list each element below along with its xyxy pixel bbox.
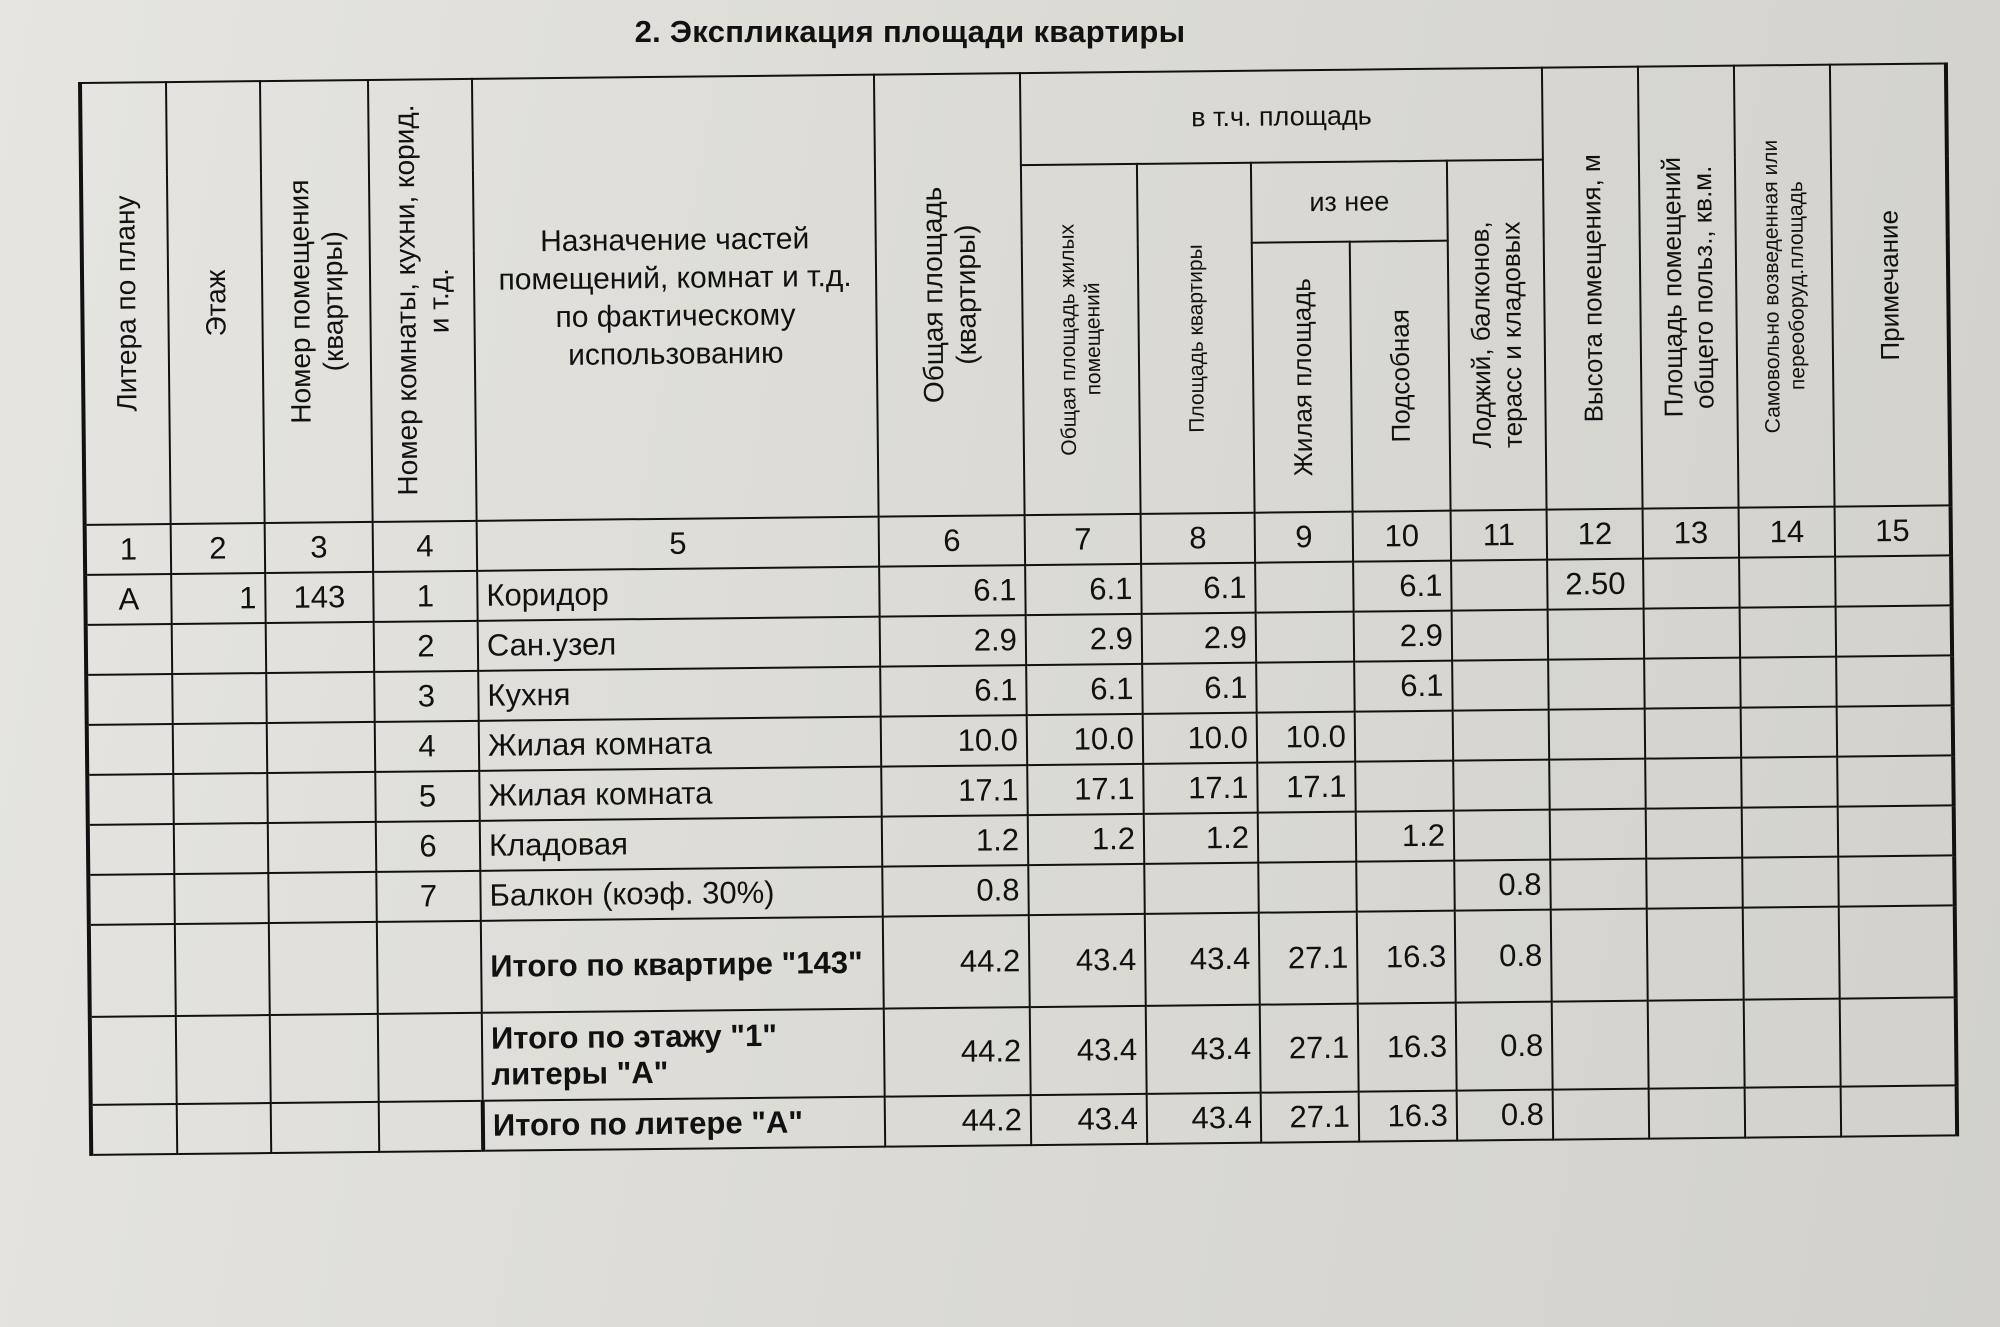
total-total: 44.2 (884, 1007, 1031, 1097)
cell-living-total (1028, 864, 1145, 915)
col-number: 15 (1835, 505, 1952, 556)
cell-note (1835, 555, 1952, 606)
cell-litera (87, 774, 174, 825)
cell-loggia (1451, 560, 1548, 611)
cell-apartment-area: 6.1 (1142, 663, 1257, 714)
cell-total: 1.2 (882, 815, 1029, 867)
cell-note (1837, 705, 1954, 756)
cell-common (1646, 858, 1743, 909)
empty-cell (1648, 1000, 1745, 1089)
cell-litera (86, 674, 173, 725)
cell-height (1548, 609, 1645, 660)
cell-loggia (1454, 810, 1551, 861)
cell-note (1837, 755, 1954, 806)
cell-living-total: 10.0 (1027, 714, 1144, 765)
empty-cell (1647, 908, 1744, 1001)
cell-apartment (267, 722, 376, 773)
cell-apartment: 143 (265, 572, 374, 623)
cell-living (1258, 812, 1357, 863)
cell-height (1549, 709, 1646, 760)
cell-litera (88, 824, 175, 875)
cell-room: 4 (375, 721, 480, 772)
total-living: 27.1 (1259, 912, 1358, 1005)
cell-height (1548, 659, 1645, 710)
col-number: 12 (1547, 509, 1644, 560)
cell-name: Кладовая (480, 817, 883, 871)
cell-floor (174, 873, 269, 924)
cell-floor (172, 623, 267, 674)
cell-total: 6.1 (879, 565, 1026, 617)
cell-apartment (266, 622, 375, 673)
cell-unauthorized (1740, 657, 1837, 708)
total-loggia: 0.8 (1456, 1002, 1553, 1091)
cell-apartment-area: 2.9 (1142, 613, 1257, 664)
cell-floor: 1 (171, 573, 266, 624)
cell-name: Жилая комната (479, 767, 882, 821)
cell-common (1645, 708, 1742, 759)
total-loggia: 0.8 (1457, 1090, 1554, 1141)
header-living-area: Жилая площадь (1252, 242, 1353, 513)
empty-cell (177, 1103, 272, 1154)
header-auxiliary: Подсобная (1350, 241, 1451, 512)
cell-height (1550, 859, 1647, 910)
cell-floor (172, 673, 267, 724)
header-common-area: Площадь помещений общего польз., кв.м. (1638, 66, 1739, 509)
col-number: 7 (1025, 514, 1142, 565)
cell-auxiliary (1355, 761, 1454, 812)
cell-living-total: 2.9 (1026, 614, 1143, 665)
total-living: 27.1 (1260, 1004, 1359, 1093)
cell-room: 7 (376, 871, 481, 922)
cell-auxiliary: 6.1 (1353, 561, 1452, 612)
cell-litera (88, 874, 175, 925)
cell-room: 6 (376, 821, 481, 872)
header-apartment-area: Площадь квартиры (1137, 163, 1255, 514)
col-number: 1 (85, 524, 172, 575)
cell-apartment-area: 17.1 (1143, 763, 1258, 814)
cell-apartment-area (1144, 863, 1259, 914)
col-number: 10 (1353, 511, 1452, 562)
cell-total: 17.1 (881, 765, 1028, 817)
cell-room: 2 (374, 621, 479, 672)
cell-unauthorized (1741, 757, 1838, 808)
col-number: 6 (879, 515, 1026, 567)
empty-cell (379, 1101, 484, 1152)
cell-living (1256, 662, 1355, 713)
cell-living (1256, 612, 1355, 663)
cell-note (1836, 605, 1953, 656)
cell-common (1643, 558, 1740, 609)
cell-living-total: 17.1 (1027, 764, 1144, 815)
cell-total: 0.8 (882, 865, 1029, 917)
cell-name: Кухня (478, 667, 881, 721)
cell-living-total: 1.2 (1028, 814, 1145, 865)
total-label: Итого по литере "А" (483, 1097, 886, 1151)
cell-living (1255, 562, 1354, 613)
cell-note (1836, 655, 1953, 706)
cell-room: 3 (374, 671, 479, 722)
cell-auxiliary: 6.1 (1354, 661, 1453, 712)
cell-unauthorized (1741, 707, 1838, 758)
empty-cell (1551, 909, 1648, 1002)
total-label: Итого по квартире "143" (481, 917, 884, 1013)
empty-cell (90, 1016, 177, 1105)
col-number: 3 (265, 522, 374, 573)
header-floor: Этаж (166, 81, 265, 524)
header-total-area: Общая площадь (квартиры) (874, 73, 1025, 517)
col-number: 11 (1451, 510, 1548, 561)
cell-apartment (268, 822, 377, 873)
cell-litera: А (85, 574, 172, 625)
cell-auxiliary (1355, 711, 1454, 762)
cell-auxiliary (1356, 861, 1455, 912)
cell-height: 2.50 (1547, 559, 1644, 610)
total-apartment-area: 43.4 (1146, 1005, 1261, 1094)
cell-height (1549, 759, 1646, 810)
cell-living-total: 6.1 (1026, 664, 1143, 715)
cell-living-total: 6.1 (1025, 564, 1142, 615)
empty-cell (1841, 1085, 1958, 1136)
cell-common (1645, 758, 1742, 809)
empty-cell (1839, 905, 1956, 998)
cell-apartment-area: 6.1 (1141, 563, 1256, 614)
cell-room: 5 (375, 771, 480, 822)
document-title: 2. Экспликация площади квартиры (634, 14, 1186, 49)
cell-floor (173, 773, 268, 824)
cell-apartment-area: 1.2 (1144, 813, 1259, 864)
header-living-total: Общая площадь жилых помещений (1021, 164, 1141, 515)
cell-common (1644, 608, 1741, 659)
cell-living: 10.0 (1257, 712, 1356, 763)
header-loggia: Лоджий, балконов, терасс и кладовых (1447, 160, 1547, 511)
header-row (80, 63, 1947, 175)
col-number: 14 (1739, 507, 1836, 558)
cell-auxiliary: 2.9 (1354, 611, 1453, 662)
empty-cell (1743, 907, 1840, 1000)
total-living-total: 43.4 (1031, 1094, 1148, 1145)
header-apartment-number: Номер помещения (квартиры) (260, 80, 373, 523)
empty-cell (1649, 1088, 1746, 1139)
col-number: 4 (373, 521, 478, 572)
cell-loggia (1453, 710, 1550, 761)
cell-name: Жилая комната (479, 717, 882, 771)
cell-auxiliary: 1.2 (1356, 811, 1455, 862)
cell-unauthorized (1740, 607, 1837, 658)
cell-living: 17.1 (1257, 762, 1356, 813)
cell-living (1258, 862, 1357, 913)
cell-name: Балкон (коэф. 30%) (480, 867, 883, 921)
col-number: 9 (1255, 512, 1354, 563)
header-group-including: в т.ч. площадь (1020, 68, 1543, 165)
total-living-total: 43.4 (1029, 914, 1146, 1007)
header-group-of-it: из нее (1251, 161, 1448, 243)
total-auxiliary: 16.3 (1357, 911, 1456, 1004)
total-auxiliary: 16.3 (1359, 1091, 1458, 1142)
empty-cell (271, 1102, 380, 1153)
cell-total: 6.1 (880, 665, 1027, 717)
empty-cell (1840, 997, 1957, 1086)
cell-loggia (1452, 660, 1549, 711)
cell-unauthorized (1742, 857, 1839, 908)
cell-total: 10.0 (881, 715, 1028, 767)
total-apartment-area: 43.4 (1147, 1093, 1262, 1144)
cell-common (1646, 808, 1743, 859)
empty-cell (378, 1013, 483, 1102)
header-purpose: Назначение частей помещений, комнат и т.д. по фактическому использованию (472, 75, 879, 521)
total-loggia: 0.8 (1455, 910, 1552, 1003)
empty-cell (270, 1014, 379, 1103)
cell-apartment (267, 772, 376, 823)
cell-loggia (1453, 760, 1550, 811)
cell-floor (173, 723, 268, 774)
cell-apartment (266, 672, 375, 723)
cell-loggia: 0.8 (1454, 860, 1551, 911)
total-living: 27.1 (1261, 1092, 1360, 1143)
empty-cell (1552, 1001, 1649, 1090)
empty-cell (91, 1104, 178, 1155)
header-litera: Литера по плану (80, 82, 171, 525)
cell-note (1838, 855, 1955, 906)
cell-note (1838, 805, 1955, 856)
total-total: 44.2 (885, 1095, 1032, 1147)
empty-cell (269, 922, 378, 1015)
cell-height (1550, 809, 1647, 860)
empty-cell (1744, 999, 1841, 1088)
empty-cell (176, 1015, 271, 1104)
empty-cell (1745, 1087, 1842, 1138)
explication-table-wrap (78, 62, 1959, 1156)
cell-name: Сан.узел (478, 617, 881, 671)
cell-litera (87, 724, 174, 775)
explication-table (78, 62, 1959, 1156)
cell-litera (86, 624, 173, 675)
col-number: 5 (477, 517, 880, 571)
col-number: 13 (1643, 508, 1740, 559)
total-auxiliary: 16.3 (1358, 1003, 1457, 1092)
empty-cell (377, 921, 482, 1014)
header-unauthorized-area: Самовольно возведенная или переоборуд.площадь (1734, 65, 1835, 508)
cell-name: Коридор (477, 567, 880, 621)
header-room-number: Номер комнаты, кухни, корид. и т.д. (368, 79, 477, 522)
cell-apartment-area: 10.0 (1143, 713, 1258, 764)
cell-unauthorized (1739, 557, 1836, 608)
cell-loggia (1452, 610, 1549, 661)
total-living-total: 43.4 (1030, 1006, 1147, 1095)
cell-apartment (268, 872, 377, 923)
empty-cell (89, 924, 176, 1017)
col-number: 2 (171, 523, 266, 574)
cell-total: 2.9 (880, 615, 1027, 667)
header-room-height: Высота помещения, м (1542, 67, 1643, 510)
cell-common (1644, 658, 1741, 709)
empty-cell (1553, 1089, 1650, 1140)
total-label: Итого по этажу "1" литеры "А" (482, 1009, 885, 1101)
col-number: 8 (1141, 513, 1256, 564)
total-apartment-area: 43.4 (1145, 913, 1260, 1006)
header-note: Примечание (1830, 63, 1951, 506)
cell-room: 1 (373, 571, 478, 622)
cell-floor (174, 823, 269, 874)
empty-cell (175, 923, 270, 1016)
cell-unauthorized (1742, 807, 1839, 858)
total-total: 44.2 (883, 915, 1030, 1009)
